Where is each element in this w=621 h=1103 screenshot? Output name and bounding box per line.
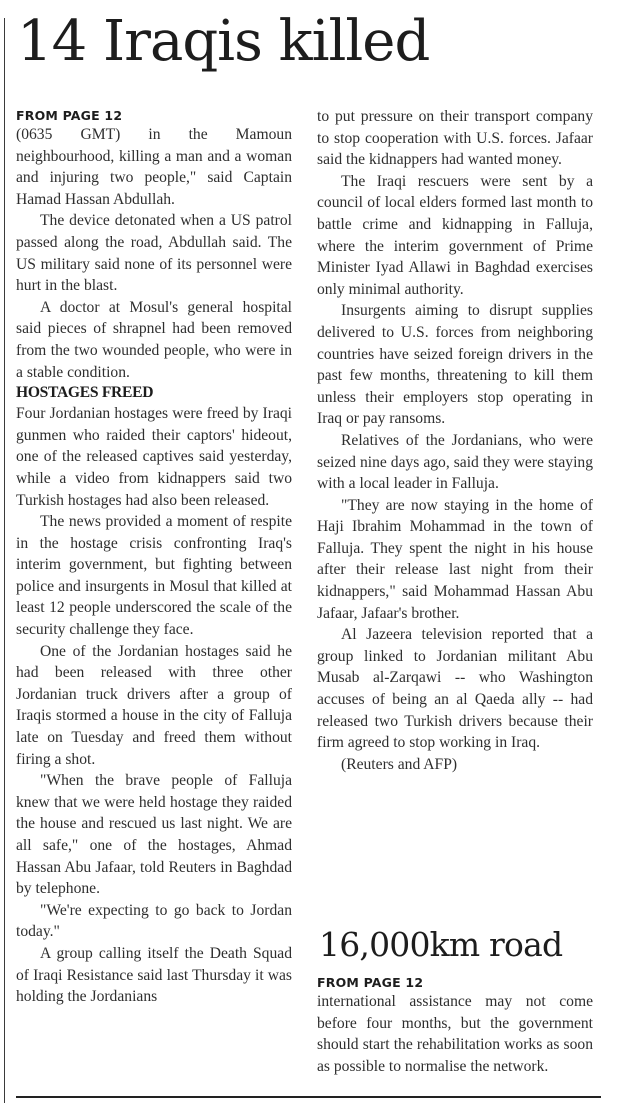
paragraph: Relatives of the Jordanians, who were seized nine days ago, said they were staying with a local leader in Falluja. xyxy=(317,431,593,493)
article-right-column xyxy=(317,106,593,775)
paragraph: The device detonated when a US patrol passed along the road, Abdullah said. The US military said none of its personnel were hurt in the blast. xyxy=(16,212,292,295)
article-headline: 14 Iraqis killed xyxy=(17,9,430,74)
paragraph: Al Jazeera television reported that a group linked to Jordanian militant Abu Musab al-Zarqawi -- who Washington accuses of being an al Qaeda ally -- had released two Turkish drivers because their firm agreed to stop working in Iraq. xyxy=(317,626,593,752)
paragraph: "They are now staying in the home of Haji Ibrahim Mohammad in the town of Falluja. They spent the night in his house after their release last night from their kidnappers," said Mohammad Hassan Abu Jafaar, Jafaar's brother. xyxy=(317,496,593,622)
paragraph: A doctor at Mosul's general hospital said pieces of shrapnel had been removed from the two wounded people, who were in a stable condition. xyxy=(16,298,292,381)
column-rule-vertical xyxy=(4,18,5,1103)
bottom-rule xyxy=(16,1096,601,1098)
jump-kicker: FROM PAGE 12 xyxy=(16,108,123,123)
paragraph: "When the brave people of Falluja knew that we were held hostage they raided the house and rescued us last night. We are all safe," one of the hostages, Ahmad Hassan Abu Jafaar, told Reuters in Baghdad by telephone. xyxy=(16,772,292,898)
paragraph: Insurgents aiming to disrupt supplies delivered to U.S. forces from neighboring countries have seized foreign drivers in the past few months, threatening to kill them unless their employers stop operating in Iraq or pay ransoms. xyxy=(317,302,593,428)
paragraph: to put pressure on their transport company to stop cooperation with U.S. forces. Jafaar said the kidnappers had wanted money. xyxy=(317,108,593,169)
section-subhead: HOSTAGES FREED xyxy=(16,384,154,402)
byline-credit: (Reuters and AFP) xyxy=(341,755,458,773)
article-left-column xyxy=(16,106,292,1008)
paragraph: A group calling itself the Death Squad of Iraqi Resistance said last Thursday it was holding the Jordanians xyxy=(16,944,292,1006)
paragraph: The news provided a moment of respite in the hostage crisis confronting Iraq's interim government, but fighting between police and insurgents in Mosul that killed at least 12 people underscored the scale of the security challenge they face. xyxy=(16,513,292,639)
jump-kicker: FROM PAGE 12 xyxy=(317,975,424,990)
paragraph: The Iraqi rescuers were sent by a council of local elders formed last month to battle crime and kidnapping in Falluja, where the interim government of Prime Minister Iyad Allawi in Baghdad exercises only minimal authority. xyxy=(317,172,593,298)
paragraph: international assistance may not come before four months, but the government should start the rehabilitation works as soon as possible to normalise the network. xyxy=(317,993,593,1075)
paragraph: One of the Jordanian hostages said he had been released with three other Jordanian truck drivers after a group of Iraqis stormed a house in the city of Falluja late on Tuesday and freed them without firing a shot. xyxy=(16,642,292,768)
second-article-body xyxy=(317,973,593,1077)
second-article-headline: 16,000km road xyxy=(319,925,563,964)
paragraph: Four Jordanian hostages were freed by Iraqi gunmen who raided their captors' hideout, one of the released captives said yesterday, while a video from kidnappers said two Turkish hostages had also been released. xyxy=(16,405,292,509)
paragraph: "We're expecting to go back to Jordan today." xyxy=(16,901,292,941)
paragraph: (0635 GMT) in the Mamoun neighbourhood, killing a man and a woman and injuring two people," said Captain Hamad Hassan Abdullah. xyxy=(16,126,292,208)
